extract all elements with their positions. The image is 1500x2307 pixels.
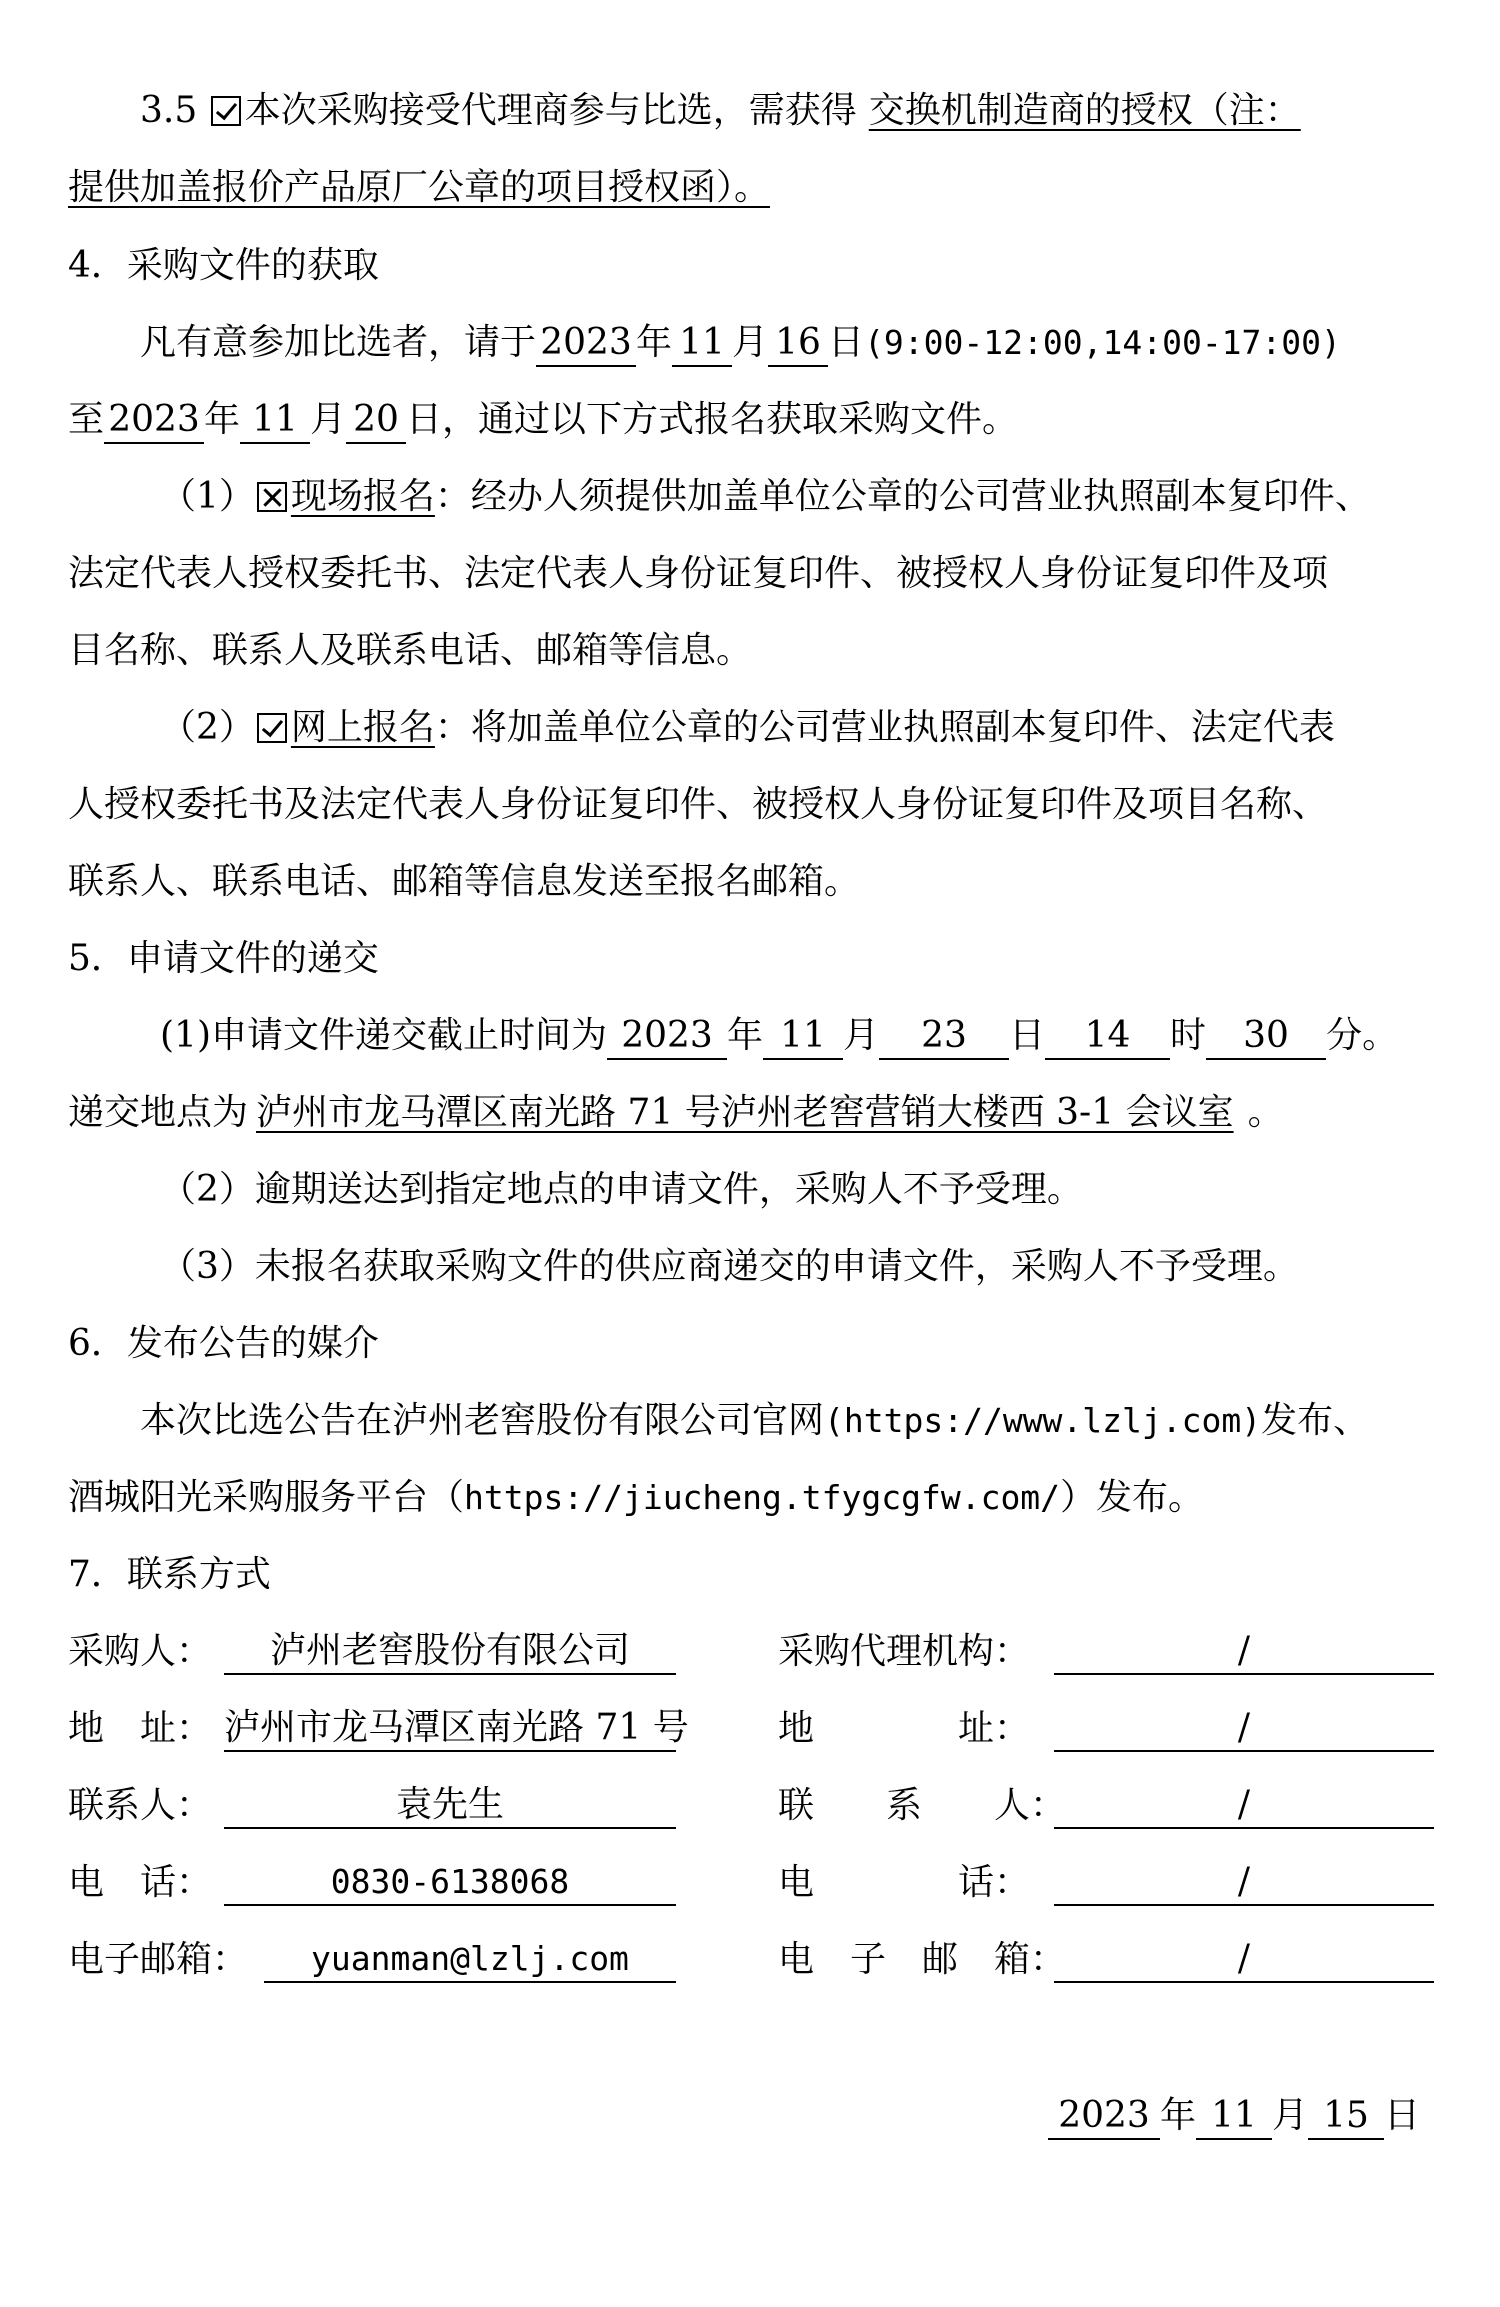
office-hours: (9:00-12:00,14:00-17:00) bbox=[864, 323, 1341, 362]
unregistered-note: （3）未报名获取采购文件的供应商递交的申请文件，采购人不予受理。 bbox=[160, 1246, 1299, 1287]
deadline-month: 11 bbox=[763, 1014, 843, 1060]
clause-3-5-line-1 bbox=[140, 88, 1301, 134]
issue-year: 2023 bbox=[1048, 2094, 1160, 2140]
section-4-para-line-2: 至 2023 年 11 月 20 日，通过以下方式报名获取采购文件。 bbox=[68, 397, 1018, 444]
authorization-requirement: 交换机制造商的授权（注： bbox=[868, 90, 1301, 131]
option-1-line-1: （1） 现场报名：经办人须提供加盖单位公章的公司营业执照副本复印件、 bbox=[160, 476, 1371, 517]
checked-box-icon bbox=[257, 713, 287, 743]
end-year: 2023 bbox=[104, 398, 204, 444]
agency-phone: 电 话： / bbox=[778, 1860, 1438, 1906]
contact-email: 电子邮箱： yuanman@lzlj.com bbox=[68, 1937, 688, 1983]
checked-box-icon bbox=[211, 96, 241, 126]
agency-name: 采购代理机构： / bbox=[778, 1629, 1438, 1675]
section-5-heading: 5．申请文件的递交 bbox=[68, 938, 379, 979]
media-line-1: 本次比选公告在泸州老窖股份有限公司官网(https://www.lzlj.com)发布、 bbox=[140, 1400, 1370, 1441]
clause-text: 本次采购接受代理商参与比选，需获得 bbox=[244, 90, 857, 131]
section-6-heading: 6．发布公告的媒介 bbox=[68, 1323, 379, 1364]
issue-date: 2023 年 11 月 15 日 bbox=[1048, 2093, 1420, 2140]
authorization-requirement-cont: 提供加盖报价产品原厂公章的项目授权函）。 bbox=[68, 167, 771, 208]
clause-3-5-line-2 bbox=[68, 165, 784, 211]
contact-person: 联系人： 袁先生 bbox=[68, 1783, 688, 1829]
option-1-line-2: 法定代表人授权委托书、法定代表人身份证复印件、被授权人身份证复印件及项 bbox=[68, 553, 1329, 594]
agency-address: 地 址： / bbox=[778, 1706, 1438, 1752]
crossed-box-icon bbox=[257, 482, 287, 512]
late-submission-note: （2）逾期送达到指定地点的申请文件，采购人不予受理。 bbox=[160, 1169, 1083, 1210]
issue-month: 11 bbox=[1196, 2094, 1272, 2140]
submission-place: 泸州市龙马潭区南光路 71 号泸州老窖营销大楼西 3-1 会议室 bbox=[256, 1092, 1234, 1133]
option-2-line-3: 联系人、联系电话、邮箱等信息发送至报名邮箱。 bbox=[68, 861, 861, 902]
option-2-line-2: 人授权委托书及法定代表人身份证复印件、被授权人身份证复印件及项目名称、 bbox=[68, 784, 1329, 825]
section-4-heading: 4．采购文件的获取 bbox=[68, 245, 379, 286]
deadline-day: 23 bbox=[879, 1014, 1009, 1060]
agency-contact: 联 系 人： / bbox=[778, 1783, 1438, 1829]
platform-url: https://jiucheng.tfygcgfw.com/ bbox=[464, 1478, 1061, 1517]
media-line-2: 酒城阳光采购服务平台（https://jiucheng.tfygcgfw.com/）发布。 bbox=[68, 1477, 1205, 1518]
option-1-line-3: 目名称、联系人及联系电话、邮箱等信息。 bbox=[68, 630, 753, 671]
official-website-url: (https://www.lzlj.com) bbox=[824, 1401, 1262, 1440]
start-month: 11 bbox=[672, 321, 732, 367]
contact-address: 地 址： 泸州市龙马潭区南光路 71 号 bbox=[68, 1706, 688, 1752]
contact-purchaser: 采购人： 泸州老窖股份有限公司 bbox=[68, 1629, 688, 1675]
agency-email: 电 子 邮 箱： / bbox=[778, 1937, 1438, 1983]
start-year: 2023 bbox=[536, 321, 636, 367]
end-day: 20 bbox=[346, 398, 406, 444]
end-month: 11 bbox=[240, 398, 310, 444]
deadline-line: (1)申请文件递交截止时间为 2023 年 11 月 23 日 14 时 30 分。 bbox=[160, 1013, 1398, 1060]
deadline-hour: 14 bbox=[1045, 1014, 1170, 1060]
contact-phone: 电 话： 0830-6138068 bbox=[68, 1860, 688, 1906]
clause-number: 3.5 bbox=[140, 90, 198, 131]
issue-day: 15 bbox=[1308, 2094, 1384, 2140]
option-2-line-1: （2） 网上报名：将加盖单位公章的公司营业执照副本复印件、法定代表 bbox=[160, 707, 1335, 748]
deadline-minute: 30 bbox=[1206, 1014, 1326, 1060]
place-line: 递交地点为 泸州市龙马潭区南光路 71 号泸州老窖营销大楼西 3-1 会议室 。 bbox=[68, 1092, 1284, 1133]
start-day: 16 bbox=[768, 321, 828, 367]
section-4-para-line-1: 凡有意参加比选者，请于 2023 年 11 月 16 日(9:00-12:00,14:00-17:00) bbox=[140, 320, 1341, 367]
section-7-heading: 7．联系方式 bbox=[68, 1554, 271, 1595]
online-registration-label: 网上报名 bbox=[290, 707, 435, 748]
deadline-year: 2023 bbox=[607, 1014, 727, 1060]
onsite-registration-label: 现场报名 bbox=[290, 476, 435, 517]
